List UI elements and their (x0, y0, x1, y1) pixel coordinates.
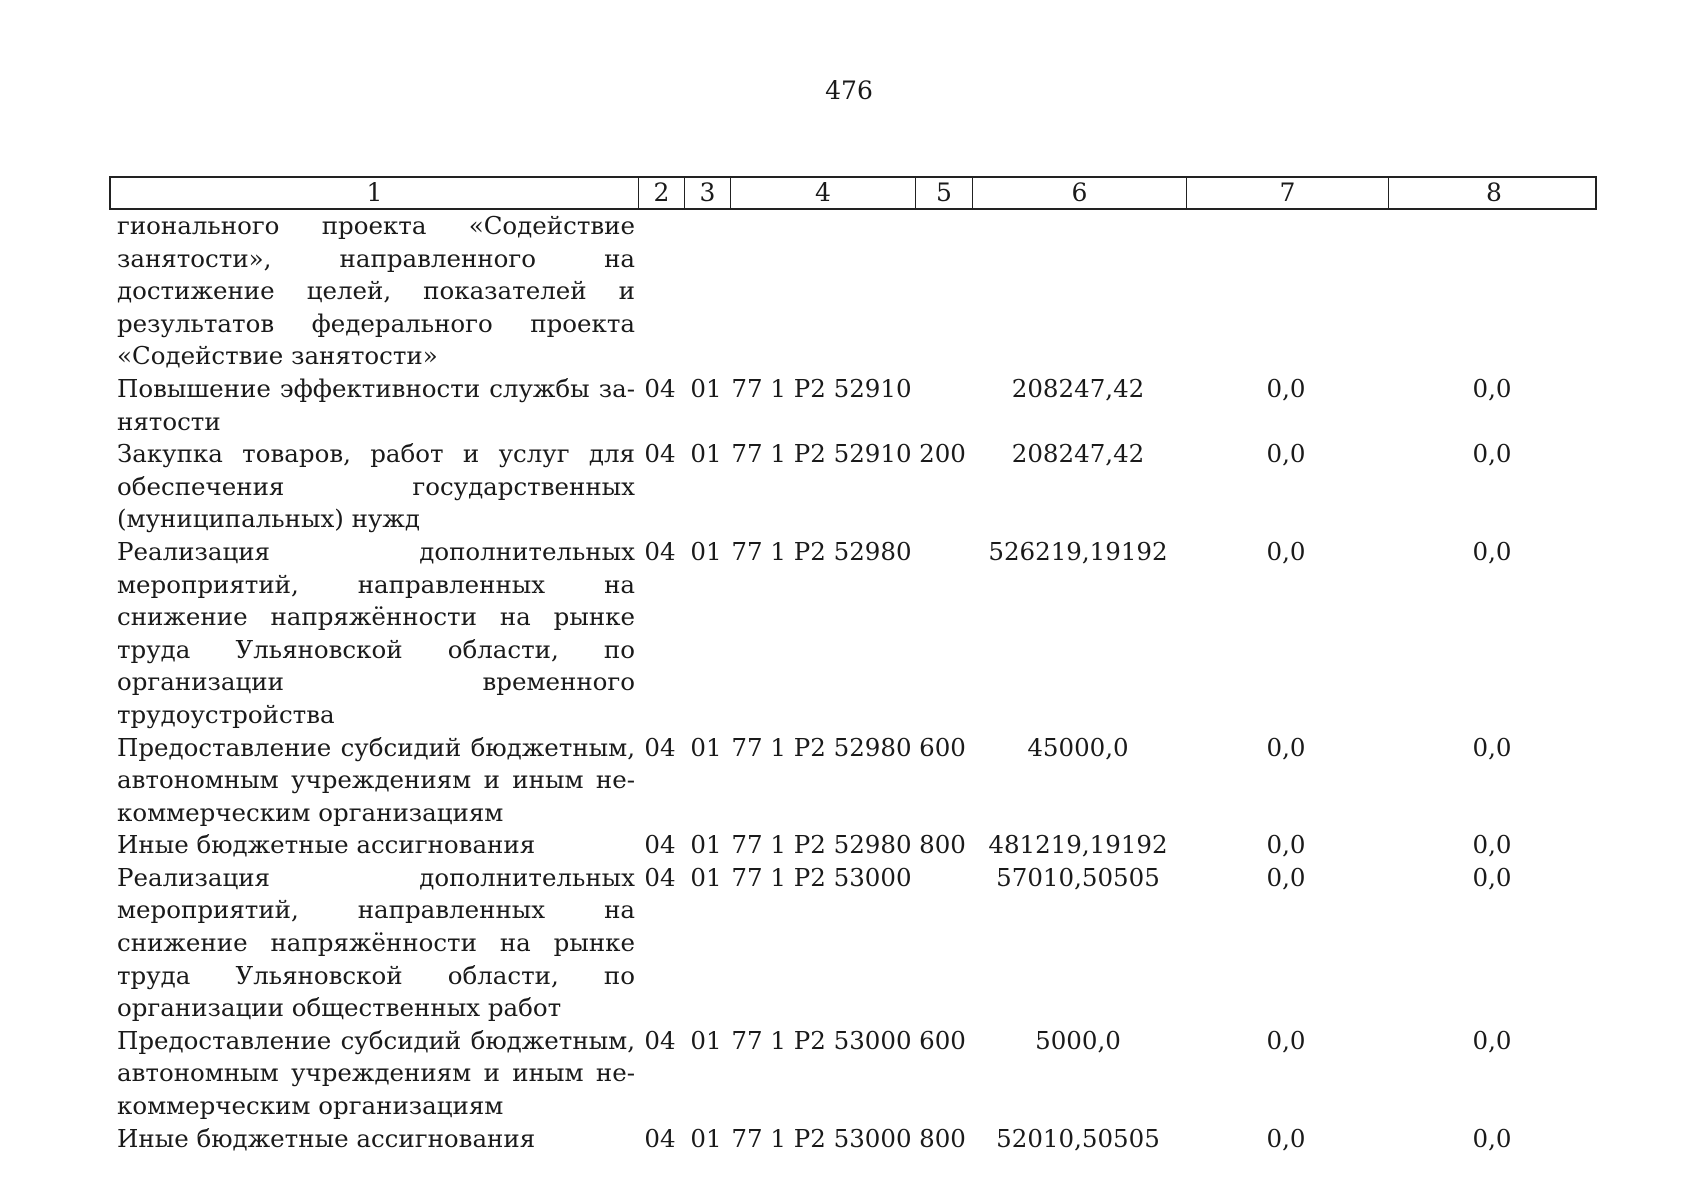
table-row (109, 373, 1597, 438)
cell-amount-col7: 0,0 (1266, 732, 1306, 762)
table-row (109, 1025, 1597, 1123)
cell-expense-type: 600 (919, 732, 966, 762)
cell-subsection: 01 (690, 732, 722, 762)
table-header (109, 176, 1597, 210)
column-header-7: 7 (1187, 178, 1389, 208)
cell-amount-col7: 0,0 (1266, 830, 1306, 860)
cell-target-article: 77 1 Р2 52980 (731, 732, 912, 762)
column-header-6: 6 (973, 178, 1187, 208)
cell-target-article: 77 1 Р2 52910 (731, 373, 912, 403)
cell-amount-col6: 57010,50505 (996, 862, 1160, 892)
cell-section: 04 (644, 862, 676, 892)
row-description: Повышение эффективности службы занятости (117, 373, 635, 436)
table-body (109, 210, 1597, 1155)
table-row (109, 536, 1597, 732)
cell-subsection: 01 (690, 536, 722, 566)
cell-amount-col7 (1185, 210, 1387, 373)
cell-subsection: 01 (690, 862, 722, 892)
cell-expense-type (914, 862, 971, 1025)
table-row (109, 210, 1597, 373)
cell-subsection (683, 210, 729, 373)
cell-expense-type (914, 373, 971, 438)
cell-expense-type: 200 (919, 439, 966, 469)
cell-amount-col6 (971, 210, 1185, 373)
row-description: Предоставление субсидий бюджетным, автономным учреждениям и иным некоммерческим организациям (117, 1025, 635, 1121)
cell-section: 04 (644, 439, 676, 469)
cell-section: 04 (644, 373, 676, 403)
table-row (109, 829, 1597, 862)
cell-subsection: 01 (690, 1123, 722, 1153)
cell-amount-col8 (1387, 210, 1597, 373)
cell-amount-col8: 0,0 (1472, 1123, 1512, 1153)
cell-target-article: 77 1 Р2 53000 (731, 1123, 912, 1153)
cell-section: 04 (644, 732, 676, 762)
row-description: гионального проекта «Содействие занятости», направленного на достижение целей, показателей и результатов федерального проекта «Содействие занятости» (117, 211, 635, 371)
table-row (109, 732, 1597, 830)
cell-amount-col8: 0,0 (1472, 536, 1512, 566)
cell-amount-col6: 208247,42 (1011, 373, 1145, 403)
cell-amount-col7: 0,0 (1266, 862, 1306, 892)
cell-amount-col7: 0,0 (1266, 373, 1306, 403)
cell-amount-col8: 0,0 (1472, 1025, 1512, 1055)
cell-subsection: 01 (690, 830, 722, 860)
table-row (109, 862, 1597, 1025)
column-header-1: 1 (111, 178, 639, 208)
cell-amount-col6: 52010,50505 (996, 1123, 1160, 1153)
column-header-4: 4 (731, 178, 916, 208)
cell-amount-col8: 0,0 (1472, 373, 1512, 403)
cell-target-article: 77 1 Р2 52980 (731, 830, 912, 860)
cell-amount-col6: 481219,19192 (988, 830, 1168, 860)
cell-amount-col6: 208247,42 (1011, 439, 1145, 469)
cell-amount-col6: 526219,19192 (988, 536, 1168, 566)
cell-expense-type: 600 (919, 1025, 966, 1055)
cell-expense-type (914, 536, 971, 732)
column-header-5: 5 (916, 178, 973, 208)
cell-subsection: 01 (690, 1025, 722, 1055)
table-row (109, 438, 1597, 536)
cell-amount-col7: 0,0 (1266, 1123, 1306, 1153)
cell-amount-col7: 0,0 (1266, 1025, 1306, 1055)
cell-target-article: 77 1 Р2 52910 (731, 439, 912, 469)
cell-target-article (729, 210, 914, 373)
cell-amount-col8: 0,0 (1472, 862, 1512, 892)
cell-subsection: 01 (690, 439, 722, 469)
cell-amount-col8: 0,0 (1472, 732, 1512, 762)
row-description: Предоставление субсидий бюджетным, автономным учреждениям и иным некоммерческим организациям (117, 732, 635, 827)
cell-section: 04 (644, 1025, 676, 1055)
cell-subsection: 01 (690, 373, 722, 403)
cell-target-article: 77 1 Р2 52980 (731, 536, 912, 566)
cell-amount-col8: 0,0 (1472, 439, 1512, 469)
cell-amount-col6: 5000,0 (1035, 1025, 1121, 1055)
cell-expense-type: 800 (919, 1123, 966, 1153)
cell-amount-col7: 0,0 (1266, 439, 1306, 469)
column-header-2: 2 (639, 178, 685, 208)
cell-expense-type: 800 (919, 830, 966, 860)
cell-target-article: 77 1 Р2 53000 (731, 1025, 912, 1055)
cell-expense-type (914, 210, 971, 373)
table-row (109, 1123, 1597, 1156)
column-header-3: 3 (685, 178, 731, 208)
row-description: Реализация дополнительных мероприятий, направленных на снижение напряжённости на рынке труда Ульяновской области, по организации временного трудоустройства (117, 536, 635, 729)
page-number: 476 (825, 76, 873, 105)
cell-section (637, 210, 683, 373)
row-description: Иные бюджетные ассигнования (117, 830, 536, 860)
cell-section: 04 (644, 830, 676, 860)
row-description: Закупка товаров, работ и услуг для обеспечения государственных (муниципальных) нужд (117, 439, 635, 534)
cell-section: 04 (644, 536, 676, 566)
cell-amount-col7: 0,0 (1266, 536, 1306, 566)
cell-amount-col8: 0,0 (1472, 830, 1512, 860)
cell-amount-col6: 45000,0 (1027, 732, 1129, 762)
cell-target-article: 77 1 Р2 53000 (731, 862, 912, 892)
column-header-8: 8 (1486, 178, 1502, 207)
row-description: Реализация дополнительных мероприятий, направленных на снижение напряжённости на рынке труда Ульяновской области, по организации общественных работ (117, 862, 635, 1023)
cell-section: 04 (644, 1123, 676, 1153)
row-description: Иные бюджетные ассигнования (117, 1123, 536, 1153)
